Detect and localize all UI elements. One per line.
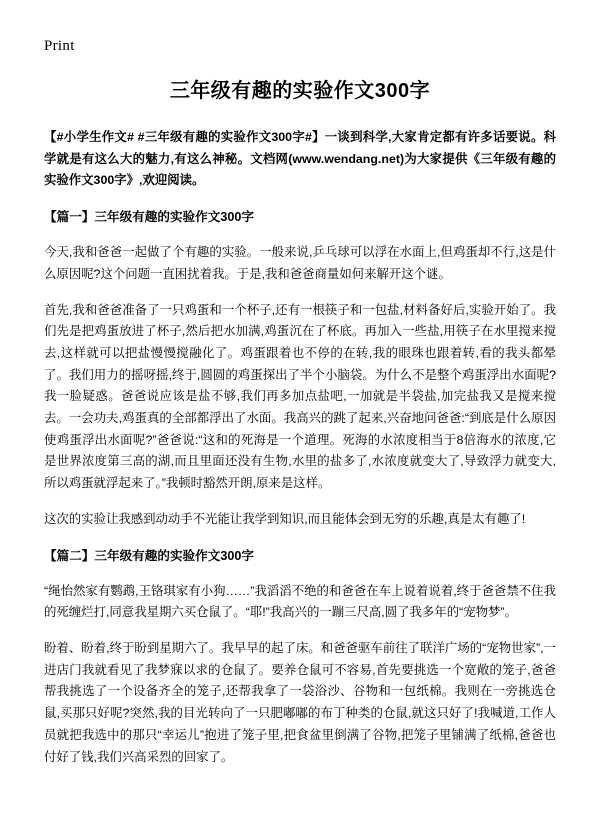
section-2-paragraph-1: “绳怡然家有鹦鹉,王铬琪家有小狗……”我滔滔不绝的和爸爸在车上说着说着,终于爸爸禁不住我的死缠烂打,同意我星期六买仓鼠了。“耶!”我高兴的一蹦三尺高,圆了我多年的“宠物梦”。 (44, 583, 556, 620)
section-1-paragraph-2: 首先,我和爸爸准备了一只鸡蛋和一个杯子,还有一根筷子和一包盐,材料备好后,实验开始了。我们先是把鸡蛋放进了杯子,然后把水加满,鸡蛋沉在了杯底。再加入一些盐,用筷子在水里搅来搅去,这样就可以把盐慢慢搅融化了。鸡蛋跟着也不停的在转,我的眼珠也跟着转,看的我头都晕了。我们用力的摇呀摇,终于,圆圆的鸡蛋探出了半个小脑袋。为什么不是整个鸡蛋浮出水面呢?我一脸疑惑。爸爸说应该是盐不够,我们再多加点盐吧,一加就是半袋盐,加完盐我又是搅来搅去。一会功夫,鸡蛋真的全部都浮出了水面。我高兴的跳了起来,兴奋地问爸爸:“到底是什么原因使鸡蛋浮出水面呢?”爸爸说:“这和的死海是一个道理。死海的水浓度相当于8倍海水的浓度,它是世界浓度第三高的湖,而且里面还没有生物,水里的盐多了,水浓度就变大了,导致浮力就变大,所以鸡蛋就浮起来了。”我顿时豁然开朗,原来是这样。 (44, 302, 556, 491)
page-title: 三年级有趣的实验作文300字 (169, 80, 431, 102)
section-1-paragraph-1: 今天,我和爸爸一起做了个有趣的实验。一般来说,乒乓球可以浮在水面上,但鸡蛋却不行,这是什么原因呢?这个问题一直困扰着我。于是,我和爸爸商量如何来解开这个谜。 (44, 245, 556, 281)
intro-paragraph: 【#小学生作文# #三年级有趣的实验作文300字#】一谈到科学,大家肯定都有许多话要说。科学就是有这么大的魅力,有这么神秘。文档网(www.wendang.net)为大家提供《三年级有趣的实验作文300字》,欢迎阅读。 (44, 130, 556, 188)
section-2-paragraph-2: 盼着、盼着,终于盼到星期六了。我早早的起了床。和爸爸驱车前往了联洋广场的“宠物世家”,一进店门我就看见了我梦寐以求的仓鼠了。要养仓鼠可不容易,首先要挑选一个宽敞的笼子,爸爸帮我挑选了一个设备齐全的笼子,还帮我拿了一袋浴沙、谷物和一包纸棉。我则在一旁挑选仓鼠,买那只好呢?突然,我的目光转向了一只肥嘟嘟的布丁种类的仓鼠,就这只好了!我喊道,工作人员就把我选中的那只“幸运儿”抱进了笼子里,把食盆里倒满了谷物,把笼子里铺满了纸棉,爸爸也付好了钱,我们兴高采烈的回家了。 (44, 641, 556, 764)
section-heading-1: 【篇一】三年级有趣的实验作文300字 (44, 210, 254, 225)
section-heading-2: 【篇二】三年级有趣的实验作文300字 (44, 548, 254, 563)
section-1-paragraph-3: 这次的实验让我感到动动手不光能让我学到知识,而且能体会到无穷的乐趣,真是太有趣了! (44, 511, 526, 526)
print-label[interactable]: Print (44, 38, 75, 54)
